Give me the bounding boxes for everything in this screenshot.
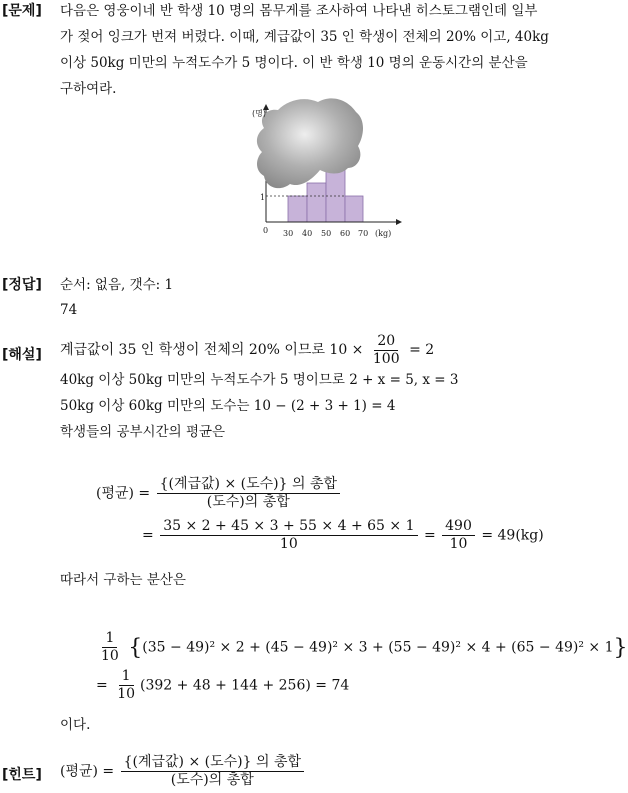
x-axis-arrow-icon [396, 219, 402, 225]
x-tick-label: 30 [283, 229, 294, 238]
problem-line: 가 젖어 잉크가 번져 버렸다. 이때, 계급값이 35 인 학생이 전체의 20% 이고, 40kg [60, 29, 549, 45]
histogram-bar [288, 196, 307, 222]
explanation-line-5: 따라서 구하는 분산은 [60, 572, 186, 588]
explanation-line-1: 계급값이 35 인 학생이 전체의 20% 이므로 10 × $\frac{20}{100}$ = 2 [60, 332, 435, 367]
y-tick-label: 1 [260, 193, 266, 202]
problem-text [60, 0, 549, 102]
x-tick-label: 40 [302, 229, 313, 238]
explanation-line-3: 50kg 이상 60kg 미만의 도수는 10 − (2 + 3 + 1) = 4 [60, 398, 396, 414]
x-unit-label: (kg) [375, 229, 392, 238]
y-unit-label: (명) [252, 109, 266, 118]
histogram-bar [345, 196, 363, 222]
x-tick-label: 60 [340, 229, 351, 238]
problem-line: 구하여라. [60, 81, 117, 97]
explanation-line-2: 40kg 이상 50kg 미만의 누적도수가 5 명이므로 2 + x = 5, x = 3 [60, 372, 459, 388]
x-tick-label: 70 [358, 229, 369, 238]
mean-formula: (평균) = $\frac{\text{\{(계급값) × (도수)\} 의 총합}}{\text{(도수)의 총합}}$ [96, 476, 342, 511]
answer-tag: [정답] [2, 277, 42, 293]
variance-formula: $\frac{1}{10}$ {(35 − 49)² × 2 + (45 − 49)² × 3 + (55 − 49)² × 4 + (65 − 49)² × 1} [101, 630, 628, 664]
origin-label: 0 [263, 226, 269, 235]
answer-line: 순서: 없음, 갯수: 1 [60, 277, 174, 293]
hint-tag: [힌트] [2, 767, 42, 783]
answer-value: 74 [60, 302, 78, 318]
mean-calculation: = $\frac{35 \times 2 + 45 \times 3 + 55 \times 4 + 65 \times 1}{10}$ = $\frac{490}{10}$ = 49(kg) [142, 518, 544, 552]
x-tick-label: 50 [321, 229, 332, 238]
hint-formula: (평균) = $\frac{\text{\{(계급값) × (도수)\} 의 총합}}{\text{(도수)의 총합}}$ [60, 754, 306, 789]
variance-result: = $\frac{1}{10}$ (392 + 48 + 144 + 256) = 74 [96, 668, 350, 702]
explanation-tag: [해설] [2, 347, 42, 363]
problem-line: 이상 50kg 미만의 누적도수가 5 명이다. 이 반 학생 10 명의 운동시간의 분산을 [60, 55, 528, 71]
problem-line: 다음은 영웅이네 반 학생 10 명의 몸무게를 조사하여 나타낸 히스토그램인데 일부 [60, 3, 538, 19]
histogram-figure [244, 96, 404, 246]
explanation-line-6: 이다. [60, 717, 91, 733]
ink-blot [257, 98, 363, 188]
problem-tag: [문제] [2, 3, 42, 19]
histogram-bar [307, 183, 326, 222]
explanation-line-4: 학생들의 공부시간의 평균은 [60, 424, 226, 440]
